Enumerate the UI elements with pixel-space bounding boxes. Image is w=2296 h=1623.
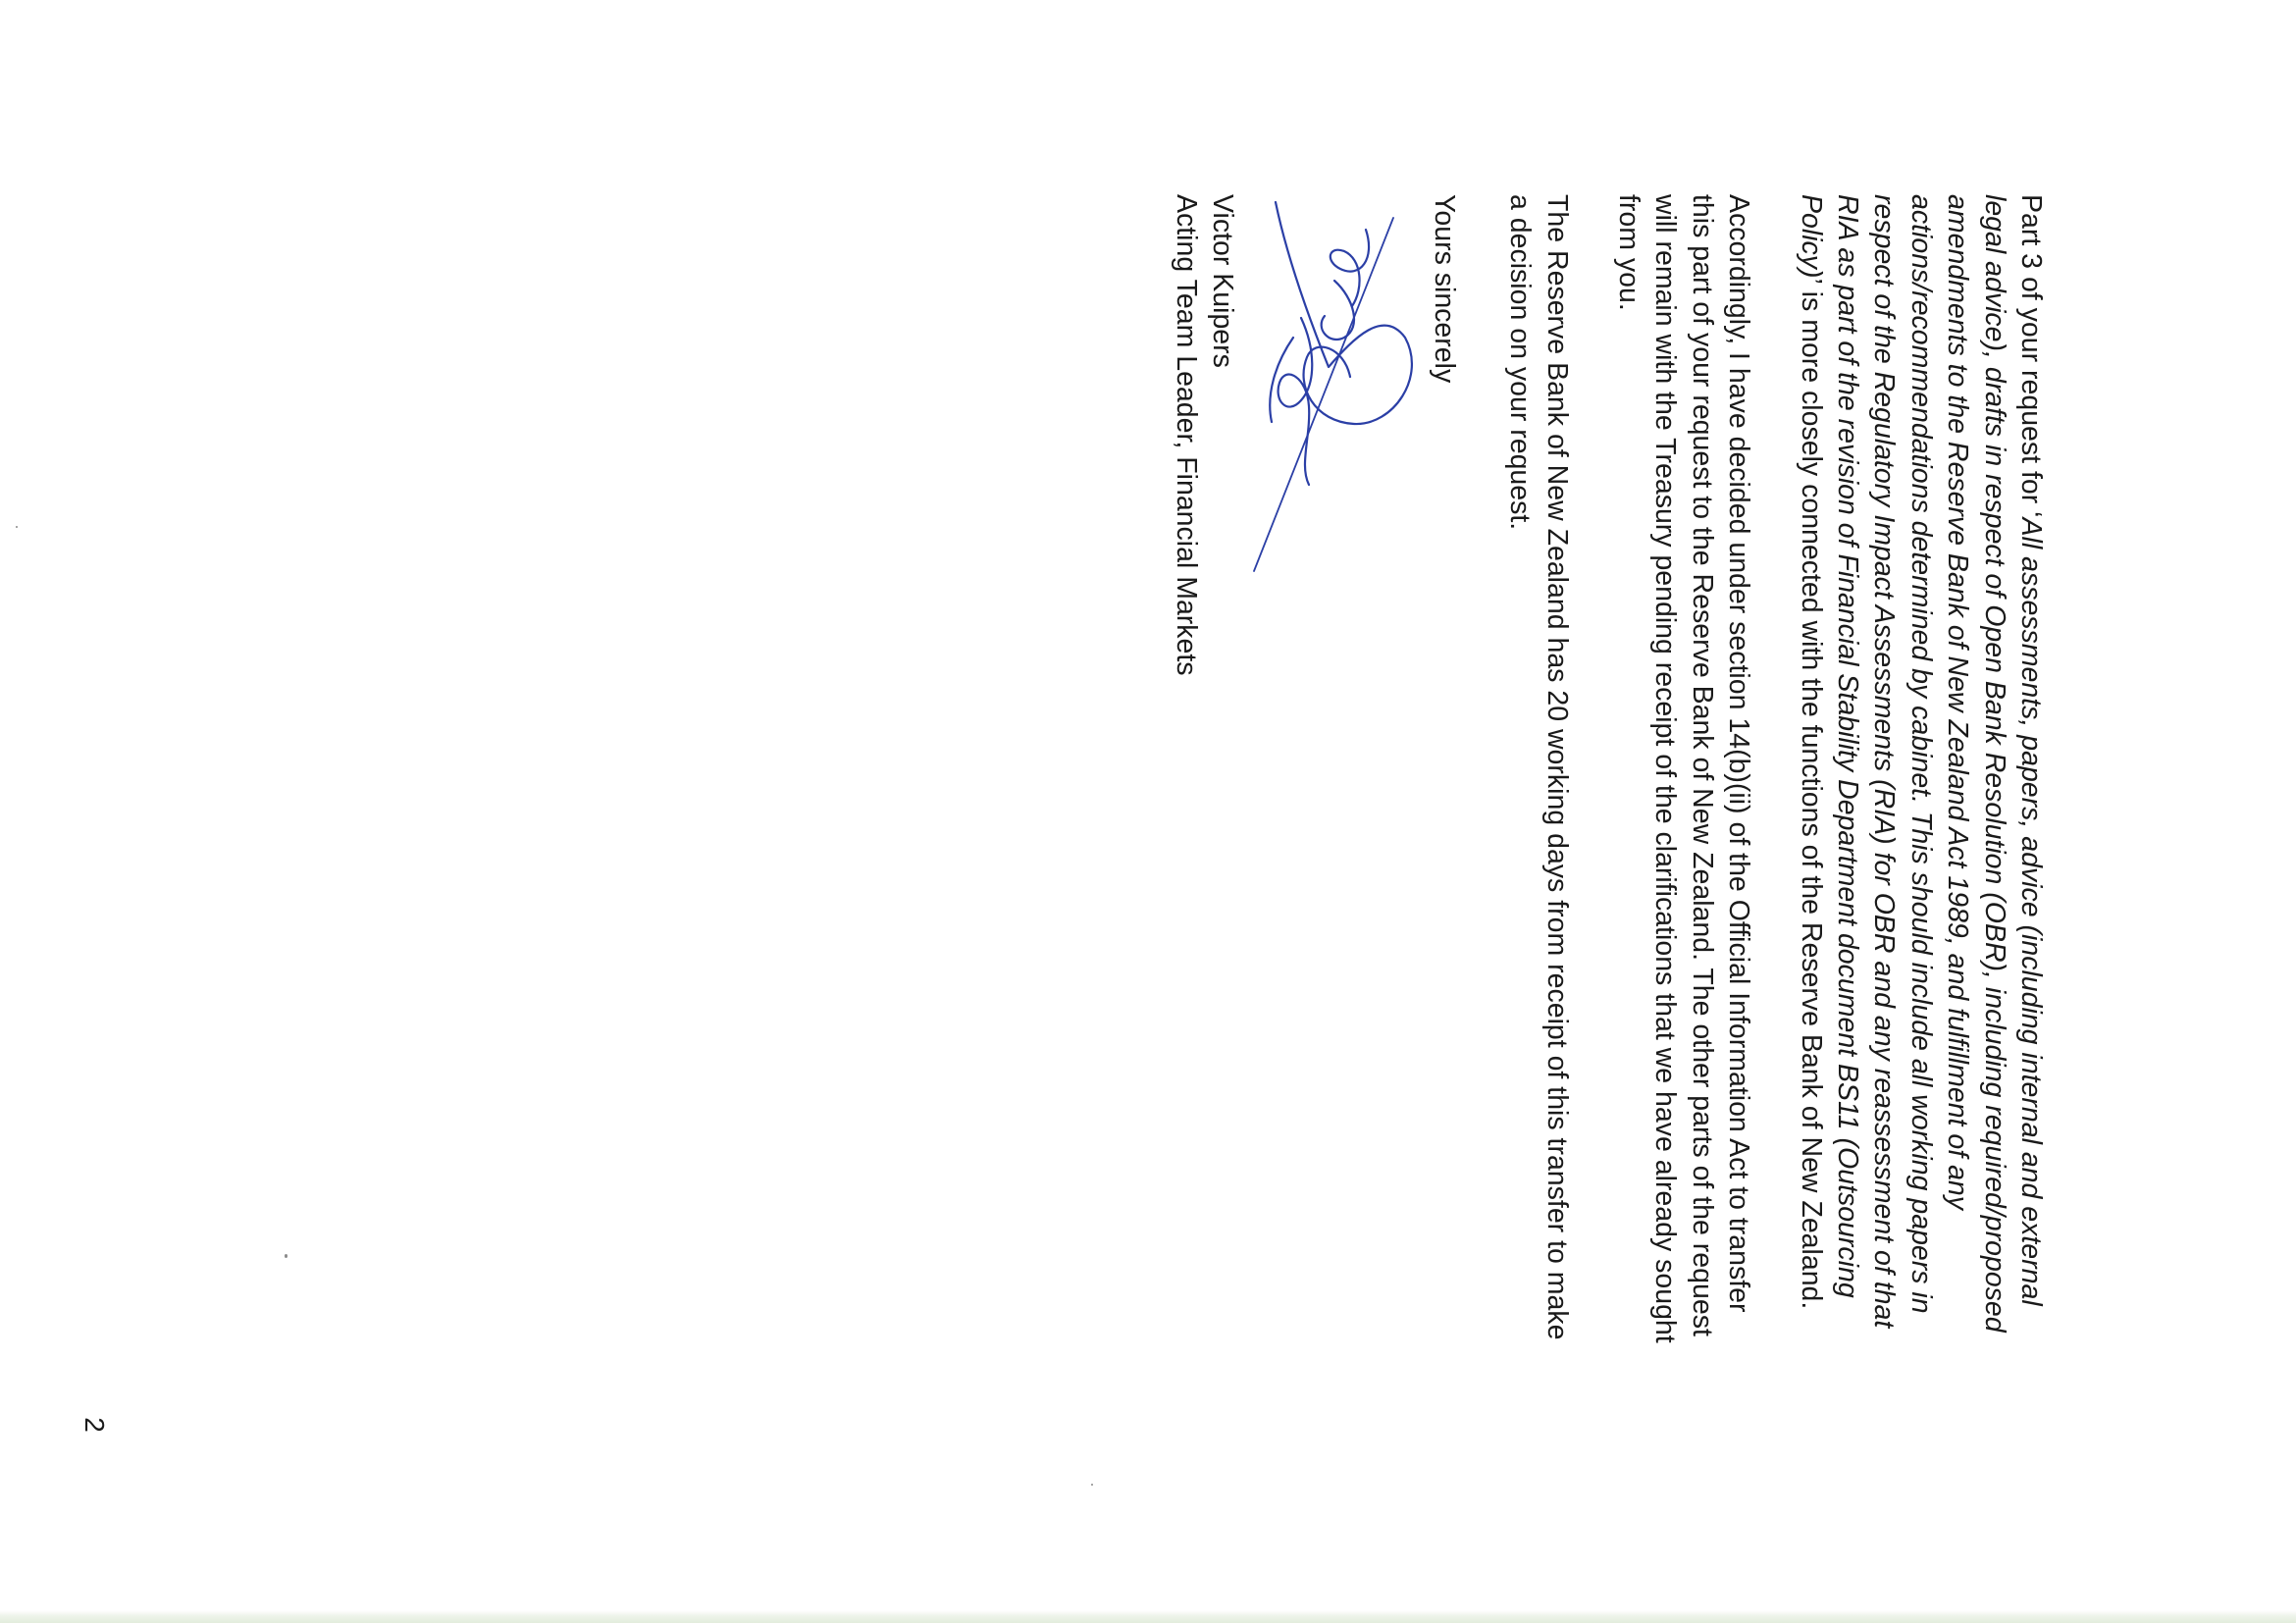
paragraph-line: The Reserve Bank of New Zealand has 20 working days from receipt of this transfer to make [1540, 194, 1573, 1340]
scan-speck [285, 1254, 287, 1258]
paragraph-line: Part 3 of your request for ‘All assessments, papers, advice (including internal and external [2015, 194, 2047, 1306]
paragraph-line: amendments to the Reserve Bank of New Zealand Act 1989, and fulfillment of any [1942, 194, 1974, 1211]
paragraph-line: from you. [1612, 194, 1644, 311]
scan-speck [16, 526, 18, 528]
paragraph-line: actions/recommendations determined by cabinet. This should include all working papers in [1905, 194, 1937, 1314]
paragraph-line: legal advice), drafts in respect of Open Bank Resolution (OBR), including required/proposed [1978, 194, 2010, 1333]
letter-body [1068, 194, 2049, 1421]
paragraph-decision-deadline [1501, 194, 1575, 1421]
signatory-title: Acting Team Leader, Financial Markets [1170, 194, 1202, 676]
signatory-name: Victor Kuipers [1207, 194, 1239, 368]
paragraph-line: respect of the Regulatory Impact Assessments (RIA) for OBR and any reassessment of that [1868, 194, 1901, 1329]
scan-speck [1091, 1484, 1093, 1486]
paragraph-line: RIA as part of the revision of Financial Stability Department document BS11 (Outsourcing [1831, 194, 1863, 1298]
page-number: 2 [78, 1417, 110, 1433]
paragraph-line: a decision on your request. [1504, 194, 1537, 531]
paragraph-part3-request [1792, 194, 2049, 1421]
paragraph-line: will remain with the Treasury pending receipt of the clarifications that we have already sought [1649, 194, 1682, 1343]
scan-bottom-edge [0, 1610, 2296, 1623]
paragraph-line: Accordingly, I have decided under section 14(b)(ii) of the Official Information Act to transfer [1723, 194, 1755, 1313]
paragraph-line: Policy)’ is more closely connected with the functions of the Reserve Bank of New Zealand. [1795, 194, 1827, 1310]
paragraph-transfer-decision [1610, 194, 1757, 1421]
closing-salutation: Yours sincerely [1428, 194, 1460, 384]
handwritten-signature [1248, 190, 1423, 593]
paragraph-line: this part of your request to the Reserve Bank of New Zealand. The other parts of the request [1686, 194, 1718, 1336]
